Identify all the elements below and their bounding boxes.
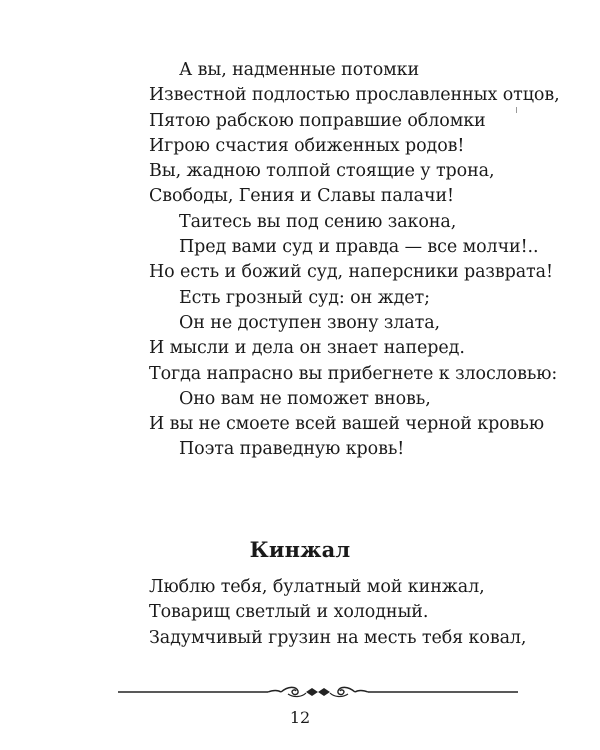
flourish-divider-icon bbox=[118, 685, 518, 699]
poem-line: Оно вам не поможет вновь, bbox=[179, 388, 431, 409]
poem-stanza bbox=[149, 575, 549, 651]
poem-line: Пред вами суд и правда — все молчи!.. bbox=[179, 237, 539, 258]
poem-line: Тогда напрасно вы прибегнете к злословью: bbox=[149, 363, 558, 384]
poem-line: И вы не смоете всей вашей черной кровью bbox=[149, 414, 544, 435]
poem-line: Есть грозный суд: он ждет; bbox=[179, 287, 430, 308]
poem-line: Вы, жадною толпой стоящие у трона, bbox=[149, 161, 495, 182]
poem-line: А вы, надменные потомки bbox=[179, 60, 420, 80]
page-number: 12 bbox=[289, 708, 311, 727]
poem-line: Известной подлостью прославленных отцов, bbox=[149, 85, 560, 106]
print-speck bbox=[516, 107, 517, 113]
poem-title: Кинжал bbox=[249, 537, 351, 562]
poem-line: Таитесь вы под сению закона, bbox=[179, 211, 457, 232]
poem-line: Он не доступен звону злата, bbox=[179, 312, 441, 333]
poem-line: Поэта праведную кровь! bbox=[179, 439, 405, 460]
poem-line: Люблю тебя, булатный мой кинжал, bbox=[149, 577, 485, 597]
poem-line: Пятою рабскою поправшие обломки bbox=[149, 110, 486, 131]
poem-line: Игрою счастия обиженных родов! bbox=[149, 135, 465, 156]
poem-line: Но есть и божий суд, наперсники разврата! bbox=[149, 262, 553, 283]
poem-line: Задумчивый грузин на месть тебя ковал, bbox=[149, 627, 527, 648]
poem-line: Свободы, Гения и Славы палачи! bbox=[149, 186, 454, 207]
poem-line: Товарищ светлый и холодный. bbox=[149, 602, 429, 623]
poem-stanza bbox=[149, 58, 560, 463]
poem-line: И мысли и дела он знает наперед. bbox=[149, 338, 465, 359]
